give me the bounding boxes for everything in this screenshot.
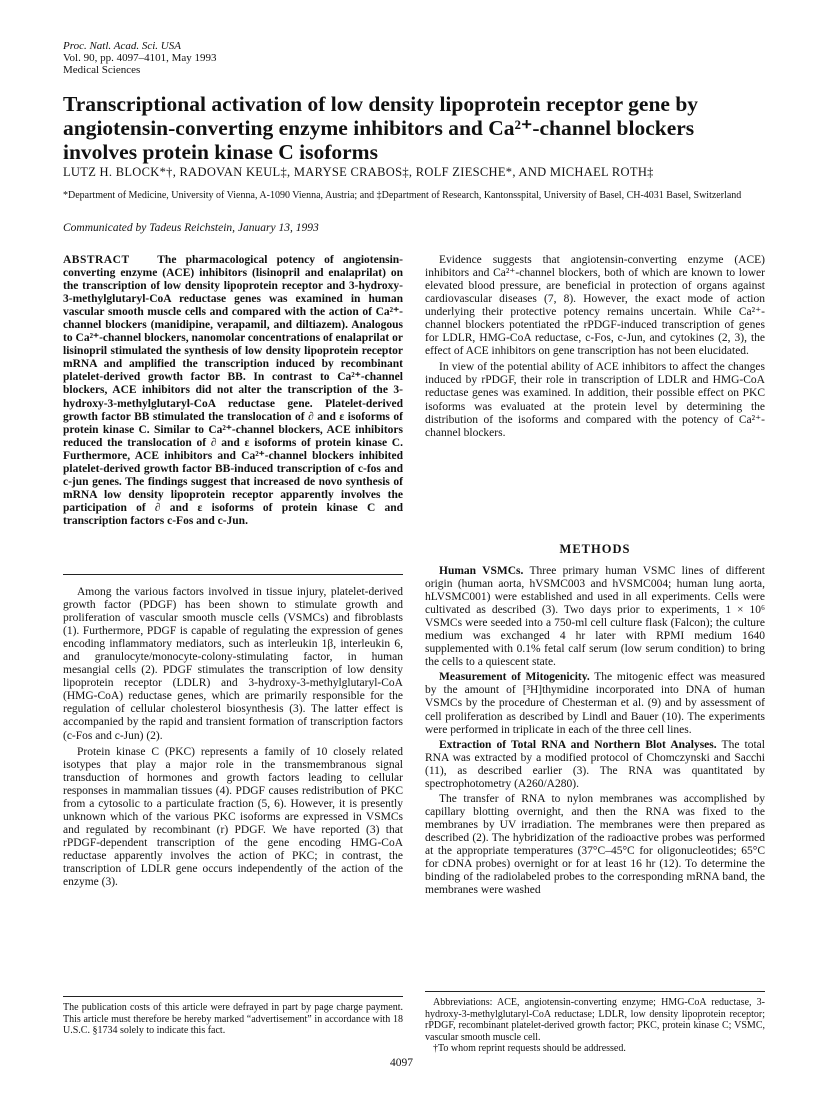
footnote-divider-left: [63, 996, 403, 997]
methods-section: [425, 565, 765, 899]
intro-paragraph-4: In view of the potential ability of ACE inhibitors to affect the changes induced by rPDGF, their role in transcription of LDLR and HMG-CoA reductase genes was examined. In addition, their possible effect on PKC isoforms was evaluated at the protein level by determining the distribution of the isoforms and compared with the potency of Ca²⁺-channel blockers.: [425, 361, 765, 439]
subheading-mitogenicity: Measurement of Mitogenicity.: [439, 671, 590, 684]
abbreviations-note: Abbreviations: ACE, angiotensin-converting enzyme; HMG-CoA reductase, 3-hydroxy-3-methylglutaryl-CoA reductase; LDLR, low density lipoprotein receptor; rPDGF, recombinant platelet-derived growth factor; PKC, protein kinase C; VSMC, vascular smooth muscle cell.: [425, 997, 765, 1043]
author-list: LUTZ H. BLOCK*†, RADOVAN KEUL‡, MARYSE CRABOS‡, ROLF ZIESCHE*, AND MICHAEL ROTH‡: [63, 165, 654, 179]
intro-paragraph-3: Evidence suggests that angiotensin-converting enzyme (ACE) inhibitors and Ca²⁺-channel blockers, both of which are known to lower elevated blood pressure, are beneficial in protection of organs against cardiovascular diseases (7, 8). However, the exact mode of action underlying their protective potency remains uncertain. While Ca²⁺-channel blockers potentiated the rPDGF-induced transcription of genes for LDLR, HMG-CoA reductase, c-Fos, c-Jun, and cytokines (2, 3), the effect of ACE inhibitors on gene transcription has not been elucidated.: [425, 254, 765, 358]
subheading-rna-extraction: Extraction of Total RNA and Northern Blot Analyses.: [439, 738, 717, 751]
introduction-right: [425, 254, 765, 443]
journal-header: [63, 40, 217, 76]
page-number: 4097: [390, 1057, 413, 1069]
intro-paragraph-1: Among the various factors involved in tissue injury, platelet-derived growth factor (PDGF) has been shown to stimulate growth and proliferation of vascular smooth muscle cells (VSMCs) and fibroblasts (1). Furthermore, PDGF is capable of regulating the expression of genes encoding inflammatory mediators, such as interleukin 1β, interleukin 6, and granulocyte/monocyte-colony-stimulating factor, in human mesangial cells (2). PDGF stimulates the transcription of low density lipoprotein receptor (LDLR) and 3-hydroxy-3-methylglutaryl-CoA (HMG-CoA) reductase genes, which are primarily responsible for the regulation of cellular cholesterol biosynthesis (3). The latter effect is accompanied by the rapid and transient formation of transcription factors (c-Fos and c-Jun) (2).: [63, 586, 403, 742]
abstract-text: The pharmacological potency of angiotensin-converting enzyme (ACE) inhibitors (lisinopril and enalaprilat) on the transcription of low density lipoprotein receptor and 3-hydroxy-3-methylglutaryl-CoA reductase genes was examined in human vascular smooth muscle cells and compared with the action of Ca²⁺-channel blockers (manidipine, verapamil, and diltiazem). Analogous to Ca²⁺-channel blockers, nanomolar concentrations of enalaprilat or lisinopril stimulated the synthesis of low density lipoprotein receptor mRNA and amplified the transcription induced by recombinant platelet-derived growth factor BB. In contrast to Ca²⁺-channel blockers, ACE inhibitors did not alter the transcription of the 3-hydroxy-3-methylglutaryl-CoA reductase gene. Platelet-derived growth factor BB stimulated the translocation of ∂ and ε isoforms of protein kinase C. Similar to Ca²⁺-channel blockers, ACE inhibitors reduced the translocation of ∂ and ε isoforms of protein kinase C. Furthermore, ACE inhibitors and Ca²⁺-channel blockers inhibited platelet-derived growth factor BB-induced transcription of c-fos and c-jun genes. The findings suggest that increased de novo synthesis of mRNA low density lipoprotein receptor apparently involves the participation of ∂ and ε isoforms of protein kinase C and transcription factors c-Fos and c-Jun.: [63, 254, 404, 527]
communicated-by: Communicated by Tadeus Reichstein, January 13, 1993: [63, 222, 319, 234]
reprint-note: †To whom reprint requests should be addressed.: [433, 1043, 626, 1054]
methods-paragraph-1: Human VSMCs. Three primary human VSMC lines of different origin (human aorta, hVSMC003 and hVSMC004; human lung aorta, hLVSMC001) were established and used in all experiments. Cells were cultivated as described (3). Two days prior to experiments, 1 × 10⁶ VSMCs were seeded into a 750-ml cell culture flask (Falcon); the culture medium was exchanged 4 hr later with RPMI medium 1640 supplemented with 0.1% fetal calf serum (low serum condition) to bring the cells to a quiescent state.: [425, 565, 765, 669]
methods-paragraph-2: Measurement of Mitogenicity. The mitogenic effect was measured by the amount of [³H]thymidine incorporated into DNA of human VSMCs by the procedure of Chesterman et al. (9) and by assessment of cell proliferation as described by Lindl and Bauer (10). The experiments were performed in triplicate in each of the three cell lines.: [425, 671, 765, 736]
publication-cost-note: The publication costs of this article were defrayed in part by page charge payment. This article must therefore be hereby marked “advertisement” in accordance with 18 U.S.C. §1734 solely to indicate this fact.: [63, 1002, 403, 1036]
footnote-divider-right: [425, 991, 765, 992]
methods-paragraph-3: Extraction of Total RNA and Northern Blot Analyses. The total RNA was extracted by a modified protocol of Chomczynski and Sacchi (11), as described earlier (3). The RNA was quantitated by spectrophotometry (A260/A280).: [425, 738, 765, 790]
affiliations: *Department of Medicine, University of Vienna, A-1090 Vienna, Austria; and ‡Department of Research, Kantonsspital, University of Basel, CH-4031 Basel, Switzerland: [63, 190, 742, 201]
footnotes-right: [425, 997, 765, 1055]
abstract-heading: ABSTRACT: [63, 254, 130, 266]
journal-volume: Vol. 90, pp. 4097–4101, May 1993: [63, 52, 217, 64]
methods-paragraph-4: The transfer of RNA to nylon membranes was accomplished by capillary blotting overnight, and then the RNA was fixed to the membranes by UV irradiation. The membranes were then prepared as described (2). The hybridization of the radioactive probes was performed at the appropriate temperatures (37°C–45°C for oligonucleotides; 65°C for cDNA probes) overnight or for at least 16 hr (12). To determine the binding of the radiolabeled probes to the corresponding mRNA band, the membranes were washed: [425, 792, 765, 897]
introduction-left: [63, 586, 403, 892]
journal-section: Medical Sciences: [63, 64, 141, 76]
methods-heading: METHODS: [559, 542, 631, 556]
journal-name: Proc. Natl. Acad. Sci. USA: [63, 40, 181, 52]
intro-paragraph-2: Protein kinase C (PKC) represents a family of 10 closely related isotypes that play a major role in the transmembranous signal transduction of hormones and growth factors leading to cellular responses in mammalian tissues (4). PDGF causes redistribution of PKC from a cytosolic to a particulate fraction (5, 6). However, it is presently unknown which of the various PKC isoforms are expressed in VSMCs and regulated by recombinant (r) PDGF. We have reported (3) that rPDGF-dependent transcription of the gene encoding HMG-CoA reductase apparently involves the action of PKC; in contrast, the transcription of LDLR gene occurs independently of the action of the enzyme (3).: [63, 745, 403, 889]
article-title: Transcriptional activation of low density lipoprotein receptor gene by angiotensin-converting enzyme inhibitors and Ca²⁺-channel blockers involves protein kinase C isoforms: [63, 92, 699, 164]
subheading-human-vsmcs: Human VSMCs.: [439, 565, 524, 577]
abstract-divider: [63, 574, 403, 575]
abstract: [63, 254, 403, 528]
